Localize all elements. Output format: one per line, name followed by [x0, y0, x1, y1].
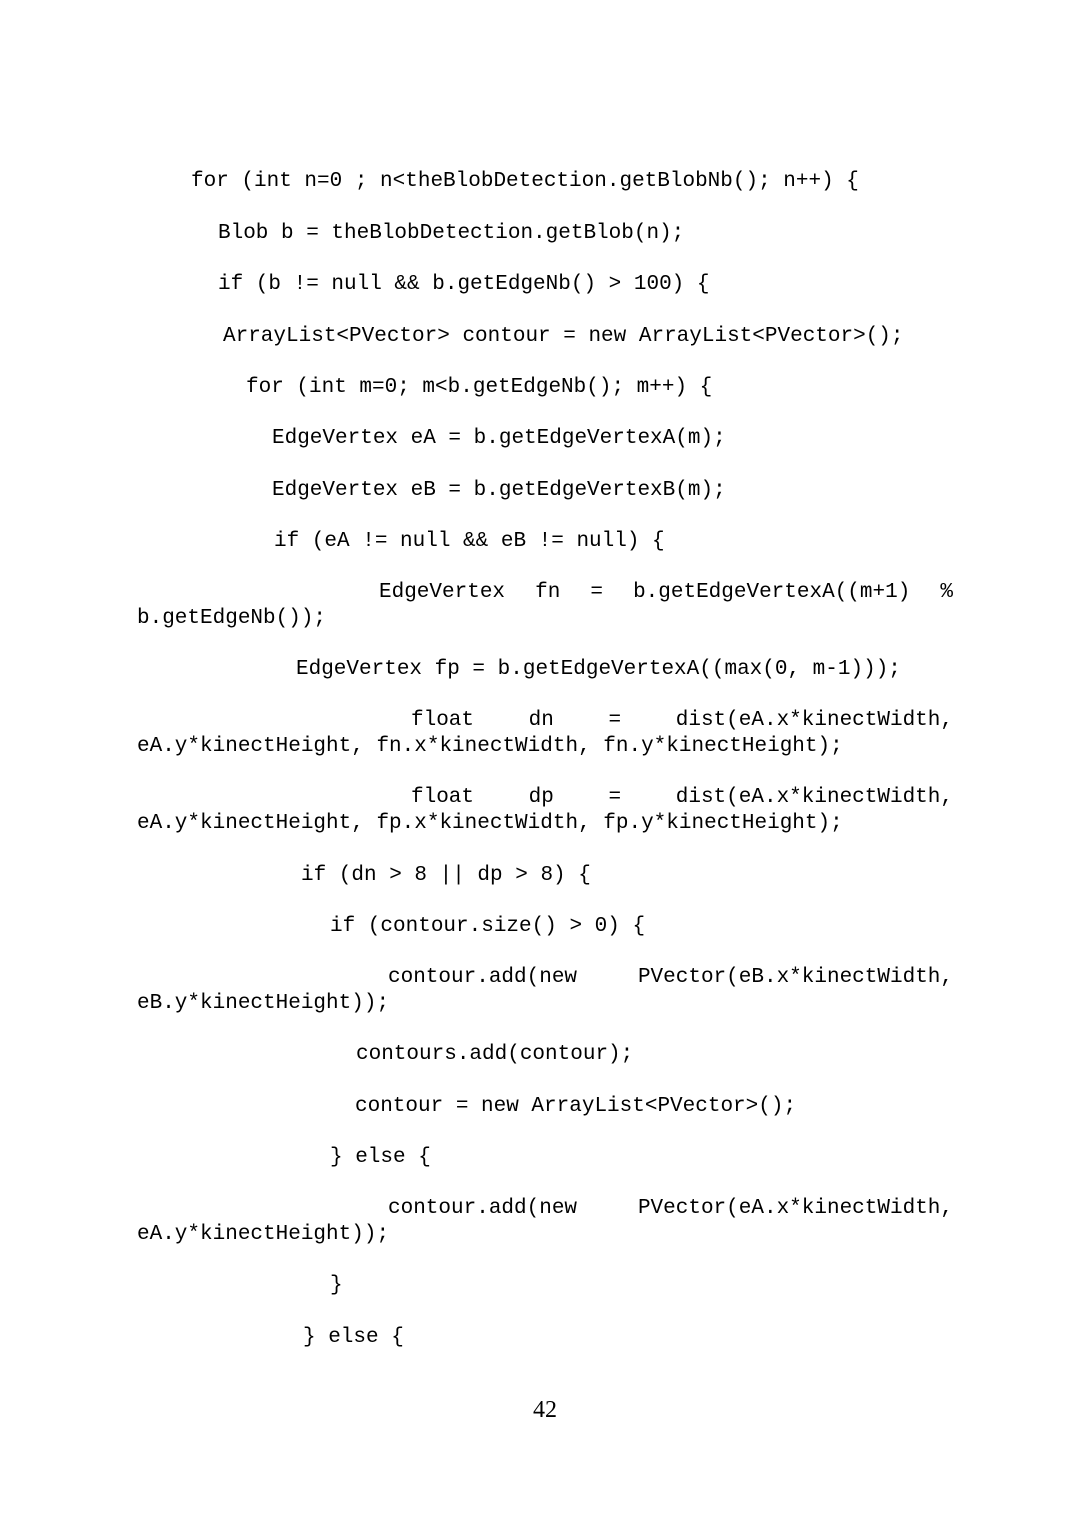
code-line-part: float dp = dist(eA.x*kinectWidth,: [411, 786, 953, 809]
code-line-part: EdgeVertex fn = b.getEdgeVertexA((m+1) %: [379, 581, 953, 604]
code-line: ArrayList<PVector> contour = new ArrayList<PVector>();: [223, 325, 904, 348]
wrapped-code-line: [137, 965, 953, 1017]
code-line: if (contour.size() > 0) {: [330, 915, 646, 938]
code-line-continuation: eA.y*kinectHeight, fn.x*kinectWidth, fn.y*kinectHeight);: [137, 735, 843, 758]
code-line: if (eA != null && eB != null) {: [274, 530, 665, 553]
code-line-part: contour.add(new PVector(eA.x*kinectWidth,: [388, 1197, 953, 1220]
wrapped-code-line: [137, 1196, 953, 1248]
code-line: for (int n=0 ; n<theBlobDetection.getBlobNb(); n++) {: [191, 170, 859, 193]
wrapped-code-line: [137, 580, 953, 632]
wrapped-code-line: [137, 708, 953, 760]
code-line: if (dn > 8 || dp > 8) {: [301, 864, 591, 887]
code-line-continuation: b.getEdgeNb());: [137, 607, 327, 630]
code-line: EdgeVertex eA = b.getEdgeVertexA(m);: [272, 427, 726, 450]
code-line: EdgeVertex eB = b.getEdgeVertexB(m);: [272, 479, 726, 502]
code-line: } else {: [303, 1326, 404, 1349]
code-line: EdgeVertex fp = b.getEdgeVertexA((max(0, m-1)));: [296, 658, 901, 681]
code-line: if (b != null && b.getEdgeNb() > 100) {: [218, 273, 710, 296]
code-line: } else {: [330, 1146, 431, 1169]
code-line: contours.add(contour);: [356, 1043, 634, 1066]
code-line-continuation: eA.y*kinectHeight));: [137, 1223, 390, 1246]
code-line-part: float dn = dist(eA.x*kinectWidth,: [411, 709, 953, 732]
page-number: 42: [533, 1397, 557, 1423]
code-line: for (int m=0; m<b.getEdgeNb(); m++) {: [246, 376, 713, 399]
wrapped-code-line: [137, 785, 953, 837]
code-line-continuation: eA.y*kinectHeight, fp.x*kinectWidth, fp.y*kinectHeight);: [137, 812, 843, 835]
code-line: }: [330, 1274, 343, 1297]
code-line: contour = new ArrayList<PVector>();: [355, 1095, 797, 1118]
code-line-continuation: eB.y*kinectHeight));: [137, 992, 390, 1015]
code-line-part: contour.add(new PVector(eB.x*kinectWidth,: [388, 966, 953, 989]
code-line: Blob b = theBlobDetection.getBlob(n);: [218, 222, 685, 245]
